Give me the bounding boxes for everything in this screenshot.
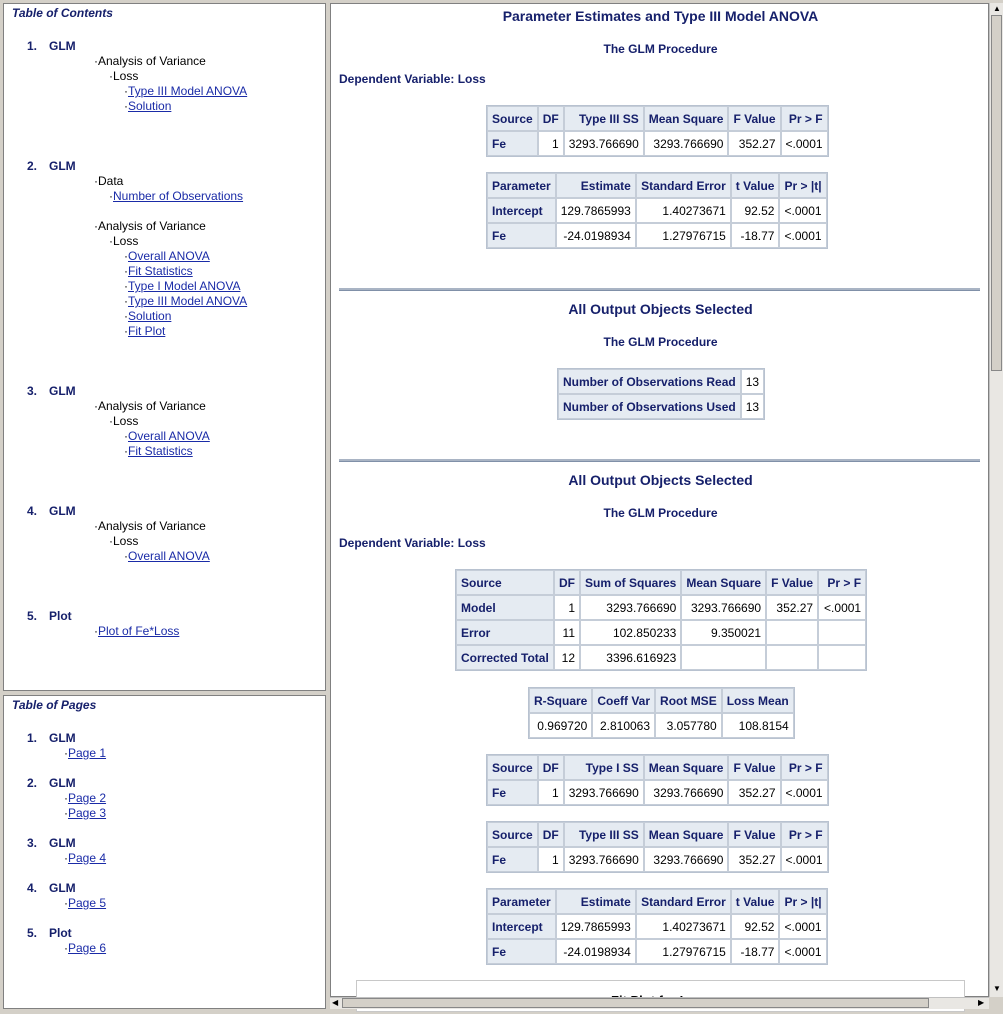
pages-section-num: 5. xyxy=(27,926,38,940)
cell: 3293.766690 xyxy=(580,595,681,620)
col-header: F Value xyxy=(728,822,780,847)
scrollbar-thumb[interactable] xyxy=(342,998,929,1008)
cell: 129.7865993 xyxy=(556,198,636,223)
toc-link[interactable]: ·Overall ANOVA xyxy=(124,429,210,443)
col-header: Pr > F xyxy=(781,755,828,780)
cell: 13 xyxy=(741,369,764,394)
col-header: t Value xyxy=(731,173,780,198)
cell xyxy=(766,620,818,645)
pages-title: Table of Pages xyxy=(12,698,97,712)
pages-section-name: GLM xyxy=(49,731,76,745)
cell: 108.8154 xyxy=(722,713,794,738)
cell: 1.27976715 xyxy=(636,223,731,248)
cell: 1.40273671 xyxy=(636,914,731,939)
procedure-title: The GLM Procedure xyxy=(603,335,718,349)
toc-node: ·Loss xyxy=(109,534,139,548)
cell: 352.27 xyxy=(766,595,818,620)
toc-section-num: 4. xyxy=(27,504,38,518)
cell: 1 xyxy=(538,847,564,872)
pages-section-name: GLM xyxy=(49,836,76,850)
scrollbar-thumb[interactable] xyxy=(991,15,1002,371)
col-header: Parameter xyxy=(487,173,556,198)
type3-anova-table xyxy=(486,821,829,873)
cell: <.0001 xyxy=(781,131,828,156)
col-header: Coeff Var xyxy=(592,688,655,713)
cell: 352.27 xyxy=(728,847,780,872)
page-link[interactable]: ·Page 3 xyxy=(64,806,107,820)
toc-node: ·Analysis of Variance xyxy=(94,519,206,533)
col-header: DF xyxy=(538,755,564,780)
cell: -18.77 xyxy=(731,939,780,964)
observations-table xyxy=(557,368,765,420)
vertical-scrollbar[interactable] xyxy=(989,3,1003,997)
cell: 1 xyxy=(554,595,580,620)
col-header: Mean Square xyxy=(644,822,729,847)
toc-link[interactable]: ·Type III Model ANOVA xyxy=(124,294,248,308)
cell: 1 xyxy=(538,131,564,156)
cell: 0.969720 xyxy=(529,713,592,738)
col-header: Pr > F xyxy=(818,570,866,595)
toc-section-name: GLM xyxy=(49,384,76,398)
toc-link[interactable]: ·Overall ANOVA xyxy=(124,249,210,263)
page-link[interactable]: ·Page 6 xyxy=(64,941,107,955)
cell: 3.057780 xyxy=(655,713,722,738)
col-header: Pr > |t| xyxy=(779,889,826,914)
col-header: Mean Square xyxy=(644,106,729,131)
cell: 1.27976715 xyxy=(636,939,731,964)
dependent-variable: Dependent Variable: Loss xyxy=(339,536,486,550)
toc-title: Table of Contents xyxy=(12,6,113,20)
toc-link[interactable]: ·Type I Model ANOVA xyxy=(124,279,241,293)
toc-node: ·Analysis of Variance xyxy=(94,54,206,68)
scroll-up-arrow-icon[interactable]: ▲ xyxy=(993,4,1001,13)
col-header: DF xyxy=(538,106,564,131)
col-header: Pr > |t| xyxy=(779,173,826,198)
toc-node: ·Loss xyxy=(109,69,139,83)
col-header: Sum of Squares xyxy=(580,570,681,595)
cell: 129.7865993 xyxy=(556,914,636,939)
row-header: Fe xyxy=(487,131,538,156)
col-header: Source xyxy=(487,755,538,780)
page-link[interactable]: ·Page 5 xyxy=(64,896,107,910)
page-link[interactable]: ·Page 1 xyxy=(64,746,107,760)
scroll-right-arrow-icon[interactable]: ▶ xyxy=(978,998,985,1007)
cell: -24.0198934 xyxy=(556,939,636,964)
page-link[interactable]: ·Page 4 xyxy=(64,851,107,865)
row-header: Fe xyxy=(487,847,538,872)
cell: <.0001 xyxy=(779,198,826,223)
row-header: Fe xyxy=(487,939,556,964)
fit-statistics-table xyxy=(528,687,795,739)
cell: -24.0198934 xyxy=(556,223,636,248)
toc-node: ·Analysis of Variance xyxy=(94,219,206,233)
col-header: DF xyxy=(538,822,564,847)
cell: 3293.766690 xyxy=(644,780,729,805)
row-header: Intercept xyxy=(487,914,556,939)
col-header: Loss Mean xyxy=(722,688,794,713)
col-header: Source xyxy=(487,822,538,847)
pages-frame xyxy=(3,695,326,1009)
cell: <.0001 xyxy=(779,939,826,964)
cell xyxy=(681,645,766,670)
toc-link[interactable]: ·Type III Model ANOVA xyxy=(124,84,248,98)
type1-anova-table xyxy=(486,754,829,806)
col-header: F Value xyxy=(766,570,818,595)
parameter-estimates-table xyxy=(486,888,828,965)
section-title: All Output Objects Selected xyxy=(568,301,753,317)
col-header: Estimate xyxy=(556,889,636,914)
cell: 102.850233 xyxy=(580,620,681,645)
col-header: F Value xyxy=(728,755,780,780)
section-title: All Output Objects Selected xyxy=(568,472,753,488)
cell: 3293.766690 xyxy=(564,847,644,872)
col-header: Estimate xyxy=(556,173,636,198)
type3-anova-table xyxy=(486,105,829,157)
row-header: Corrected Total xyxy=(456,645,554,670)
parameter-estimates-table xyxy=(486,172,828,249)
toc-link[interactable]: ·Fit Statistics xyxy=(124,444,193,458)
cell: 3293.766690 xyxy=(644,847,729,872)
cell: 1.40273671 xyxy=(636,198,731,223)
toc-section-num: 2. xyxy=(27,159,38,173)
scroll-left-arrow-icon[interactable]: ◀ xyxy=(332,998,339,1007)
toc-node: ·Loss xyxy=(109,234,139,248)
cell xyxy=(818,645,866,670)
toc-section-name: Plot xyxy=(49,609,72,623)
row-header: Number of Observations Used xyxy=(558,394,741,419)
cell: <.0001 xyxy=(818,595,866,620)
procedure-title: The GLM Procedure xyxy=(603,42,718,56)
pages-section-num: 3. xyxy=(27,836,38,850)
col-header: R-Square xyxy=(529,688,592,713)
cell: 92.52 xyxy=(731,914,780,939)
toc-frame xyxy=(3,3,326,691)
row-header: Intercept xyxy=(487,198,556,223)
pages-section-name: GLM xyxy=(49,881,76,895)
toc-node: ·Loss xyxy=(109,414,139,428)
cell: 3293.766690 xyxy=(681,595,766,620)
horizontal-scrollbar[interactable] xyxy=(330,997,989,1009)
toc-section-name: GLM xyxy=(49,504,76,518)
toc-section-name: GLM xyxy=(49,159,76,173)
row-header: Model xyxy=(456,595,554,620)
dependent-variable: Dependent Variable: Loss xyxy=(339,72,486,86)
pages-section-name: Plot xyxy=(49,926,72,940)
col-header: F Value xyxy=(728,106,780,131)
toc-node: ·Analysis of Variance xyxy=(94,399,206,413)
col-header: Root MSE xyxy=(655,688,722,713)
page-divider xyxy=(339,288,980,291)
toc-section-num: 5. xyxy=(27,609,38,623)
toc-link[interactable]: ·Plot of Fe*Loss xyxy=(94,624,180,638)
cell: 1 xyxy=(538,780,564,805)
col-header: Parameter xyxy=(487,889,556,914)
cell: <.0001 xyxy=(781,847,828,872)
toc-link[interactable]: ·Overall ANOVA xyxy=(124,549,210,563)
cell: 352.27 xyxy=(728,780,780,805)
col-header: Standard Error xyxy=(636,173,731,198)
cell: 13 xyxy=(741,394,764,419)
cell: 9.350021 xyxy=(681,620,766,645)
pages-section-name: GLM xyxy=(49,776,76,790)
overall-anova-table xyxy=(455,569,867,671)
output-frame xyxy=(330,3,989,997)
cell: 352.27 xyxy=(728,131,780,156)
col-header: Mean Square xyxy=(681,570,766,595)
toc-link[interactable]: ·Solution xyxy=(124,99,172,113)
col-header: Type III SS xyxy=(564,106,644,131)
cell: 2.810063 xyxy=(592,713,655,738)
cell: -18.77 xyxy=(731,223,780,248)
page-title: Parameter Estimates and Type III Model ANOVA xyxy=(502,8,819,24)
cell: <.0001 xyxy=(779,914,826,939)
toc-section-num: 1. xyxy=(27,39,38,53)
col-header: Source xyxy=(456,570,554,595)
cell xyxy=(766,645,818,670)
scroll-down-arrow-icon[interactable]: ▼ xyxy=(993,984,1001,993)
toc-link[interactable]: ·Solution xyxy=(124,309,172,323)
col-header: Source xyxy=(487,106,538,131)
row-header: Fe xyxy=(487,223,556,248)
col-header: DF xyxy=(554,570,580,595)
col-header: Standard Error xyxy=(636,889,731,914)
cell: 3396.616923 xyxy=(580,645,681,670)
toc-link[interactable]: ·Fit Statistics xyxy=(124,264,193,278)
cell: 3293.766690 xyxy=(644,131,729,156)
cell: 3293.766690 xyxy=(564,780,644,805)
page-link[interactable]: ·Page 2 xyxy=(64,791,107,805)
pages-section-num: 2. xyxy=(27,776,38,790)
col-header: Pr > F xyxy=(781,106,828,131)
toc-section-name: GLM xyxy=(49,39,76,53)
toc-link[interactable]: ·Fit Plot xyxy=(124,324,166,338)
cell: <.0001 xyxy=(779,223,826,248)
cell: 92.52 xyxy=(731,198,780,223)
toc-node: ·Data xyxy=(94,174,124,188)
col-header: Type III SS xyxy=(564,822,644,847)
col-header: t Value xyxy=(731,889,780,914)
cell xyxy=(818,620,866,645)
col-header: Type I SS xyxy=(564,755,644,780)
cell: <.0001 xyxy=(781,780,828,805)
cell: 12 xyxy=(554,645,580,670)
cell: 11 xyxy=(554,620,580,645)
procedure-title: The GLM Procedure xyxy=(603,506,718,520)
pages-section-num: 4. xyxy=(27,881,38,895)
col-header: Pr > F xyxy=(781,822,828,847)
cell: 3293.766690 xyxy=(564,131,644,156)
toc-link[interactable]: ·Number of Observations xyxy=(109,189,244,203)
page-divider xyxy=(339,459,980,462)
col-header: Mean Square xyxy=(644,755,729,780)
pages-section-num: 1. xyxy=(27,731,38,745)
row-header: Number of Observations Read xyxy=(558,369,741,394)
row-header: Fe xyxy=(487,780,538,805)
toc-section-num: 3. xyxy=(27,384,38,398)
row-header: Error xyxy=(456,620,554,645)
